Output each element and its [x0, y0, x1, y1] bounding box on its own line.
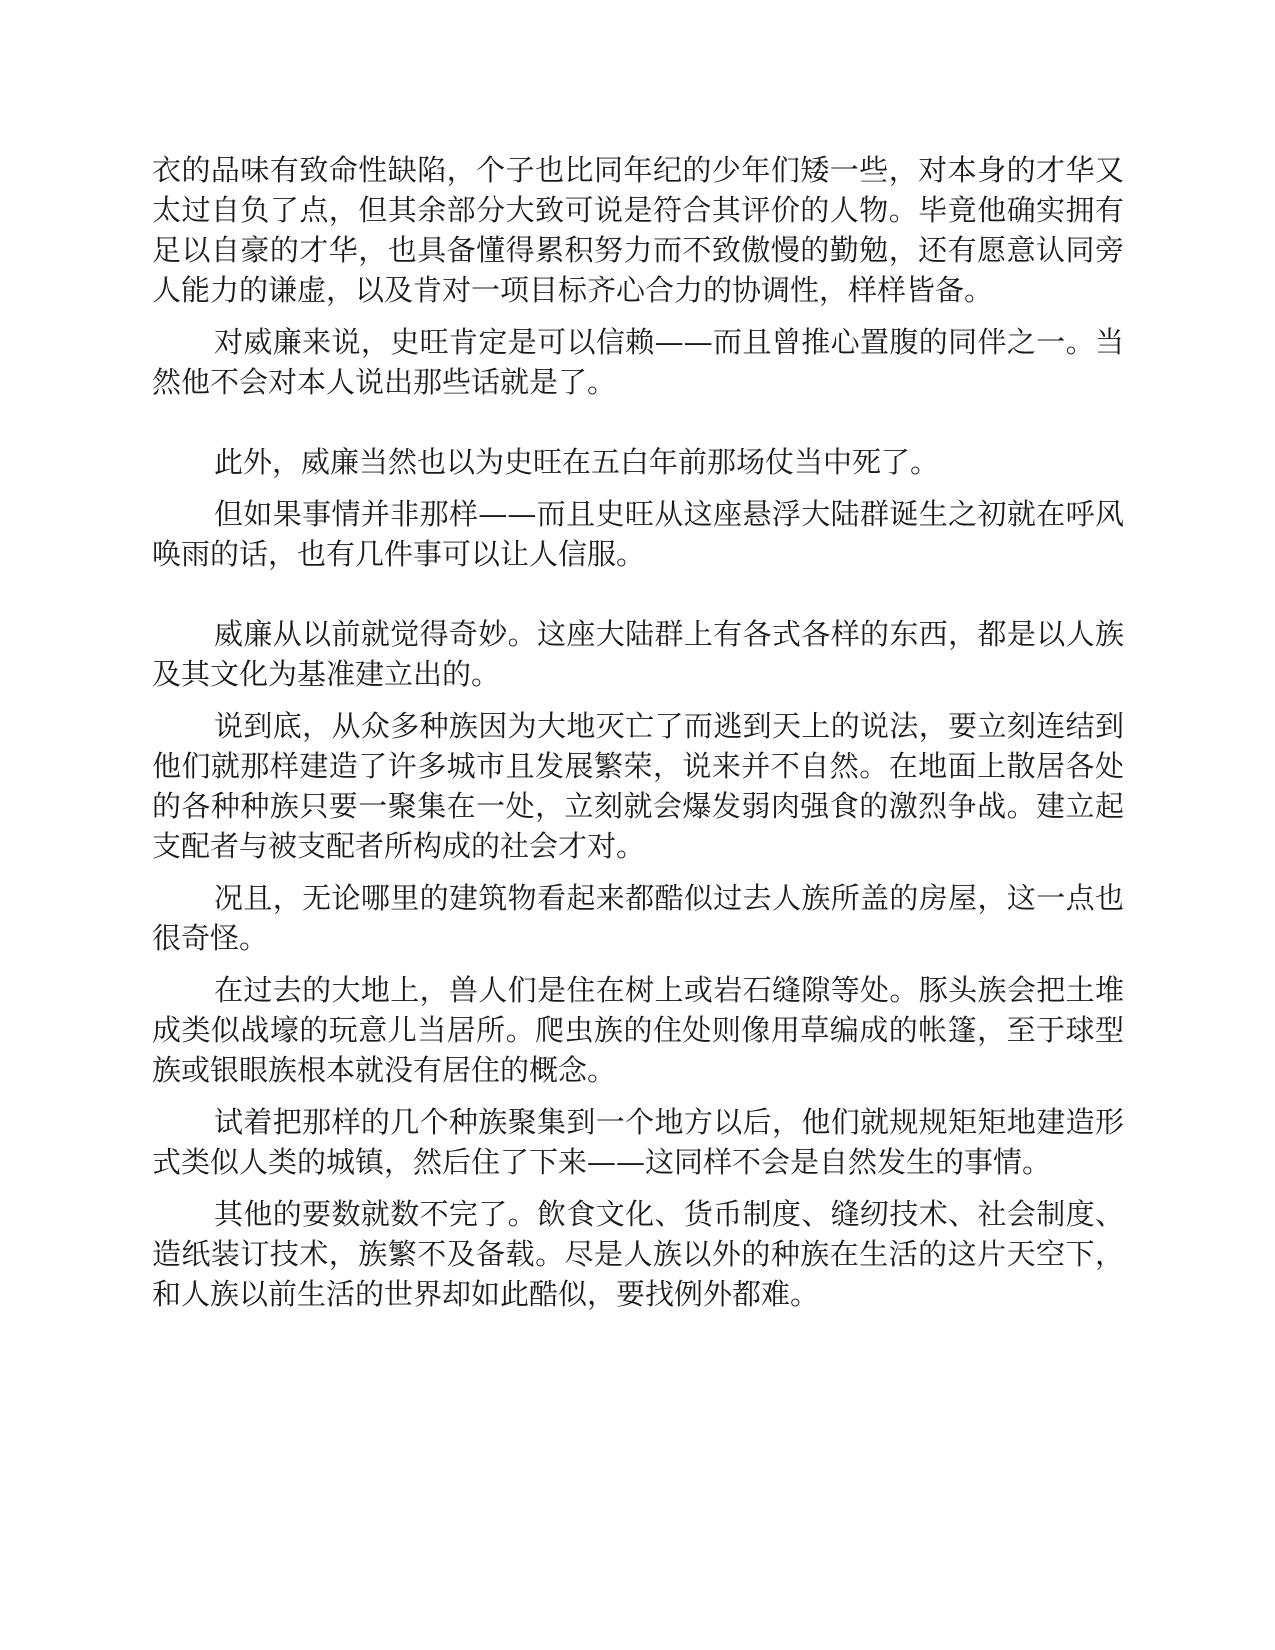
- paragraph-6: 说到底，从众多种族因为大地灭亡了而逃到天上的说法，要立刻连结到他们就那样建造了许多城市且发展繁荣，说来并不自然。在地面上散居各处的各种种族只要一聚集在一处，立刻就会爆发弱肉强食的激烈争战。建立起支配者与被支配者所构成的社会才对。: [152, 709, 1124, 863]
- paragraph-2: 对威廉来说，史旺肯定是可以信赖——而且曾推心置腹的同伴之一。当然他不会对本人说出那些话就是了。: [152, 325, 1124, 399]
- paragraph-3: 此外，威廉当然也以为史旺在五白年前那场仗当中死了。: [214, 445, 940, 479]
- paragraph-10: 其他的要数就数不完了。飲食文化、货币制度、缝纫技术、社会制度、造纸装订技术，族繁不及备载。尽是人族以外的种族在生活的这片天空下，和人族以前生活的世界却如此酷似，要找例外都难。: [152, 1197, 1124, 1311]
- paragraph-9: 试着把那样的几个种族聚集到一个地方以后，他们就规规矩矩地建造形式类似人类的城镇，然后住了下来——这同样不会是自然发生的事情。: [152, 1105, 1124, 1179]
- document-page: [152, 150, 1124, 1326]
- paragraph-5: 威廉从以前就觉得奇妙。这座大陆群上有各式各样的东西，都是以人族及其文化为基准建立出的。: [152, 617, 1124, 691]
- paragraph-8: 在过去的大地上，兽人们是住在树上或岩石缝隙等处。豚头族会把土堆成类似战壕的玩意儿当居所。爬虫族的住处则像用草编成的帐篷，至于球型族或银眼族根本就没有居住的概念。: [152, 973, 1124, 1087]
- paragraph-1: 衣的品味有致命性缺陷，个子也比同年纪的少年们矮一些，对本身的才华又太过自负了点，但其余部分大致可说是符合其评价的人物。毕竟他确实拥有足以自豪的才华，也具备懂得累积努力而不致傲慢的勤勉，还有愿意认同旁人能力的谦虚，以及肯对一项目标齐心合力的协调性，样样皆备。: [152, 153, 1124, 307]
- paragraph-7: 况且，无论哪里的建筑物看起来都酷似过去人族所盖的房屋，这一点也很奇怪。: [152, 881, 1124, 955]
- paragraph-4: 但如果事情并非那样——而且史旺从这座悬浮大陆群诞生之初就在呼风唤雨的话，也有几件事可以让人信服。: [152, 497, 1124, 571]
